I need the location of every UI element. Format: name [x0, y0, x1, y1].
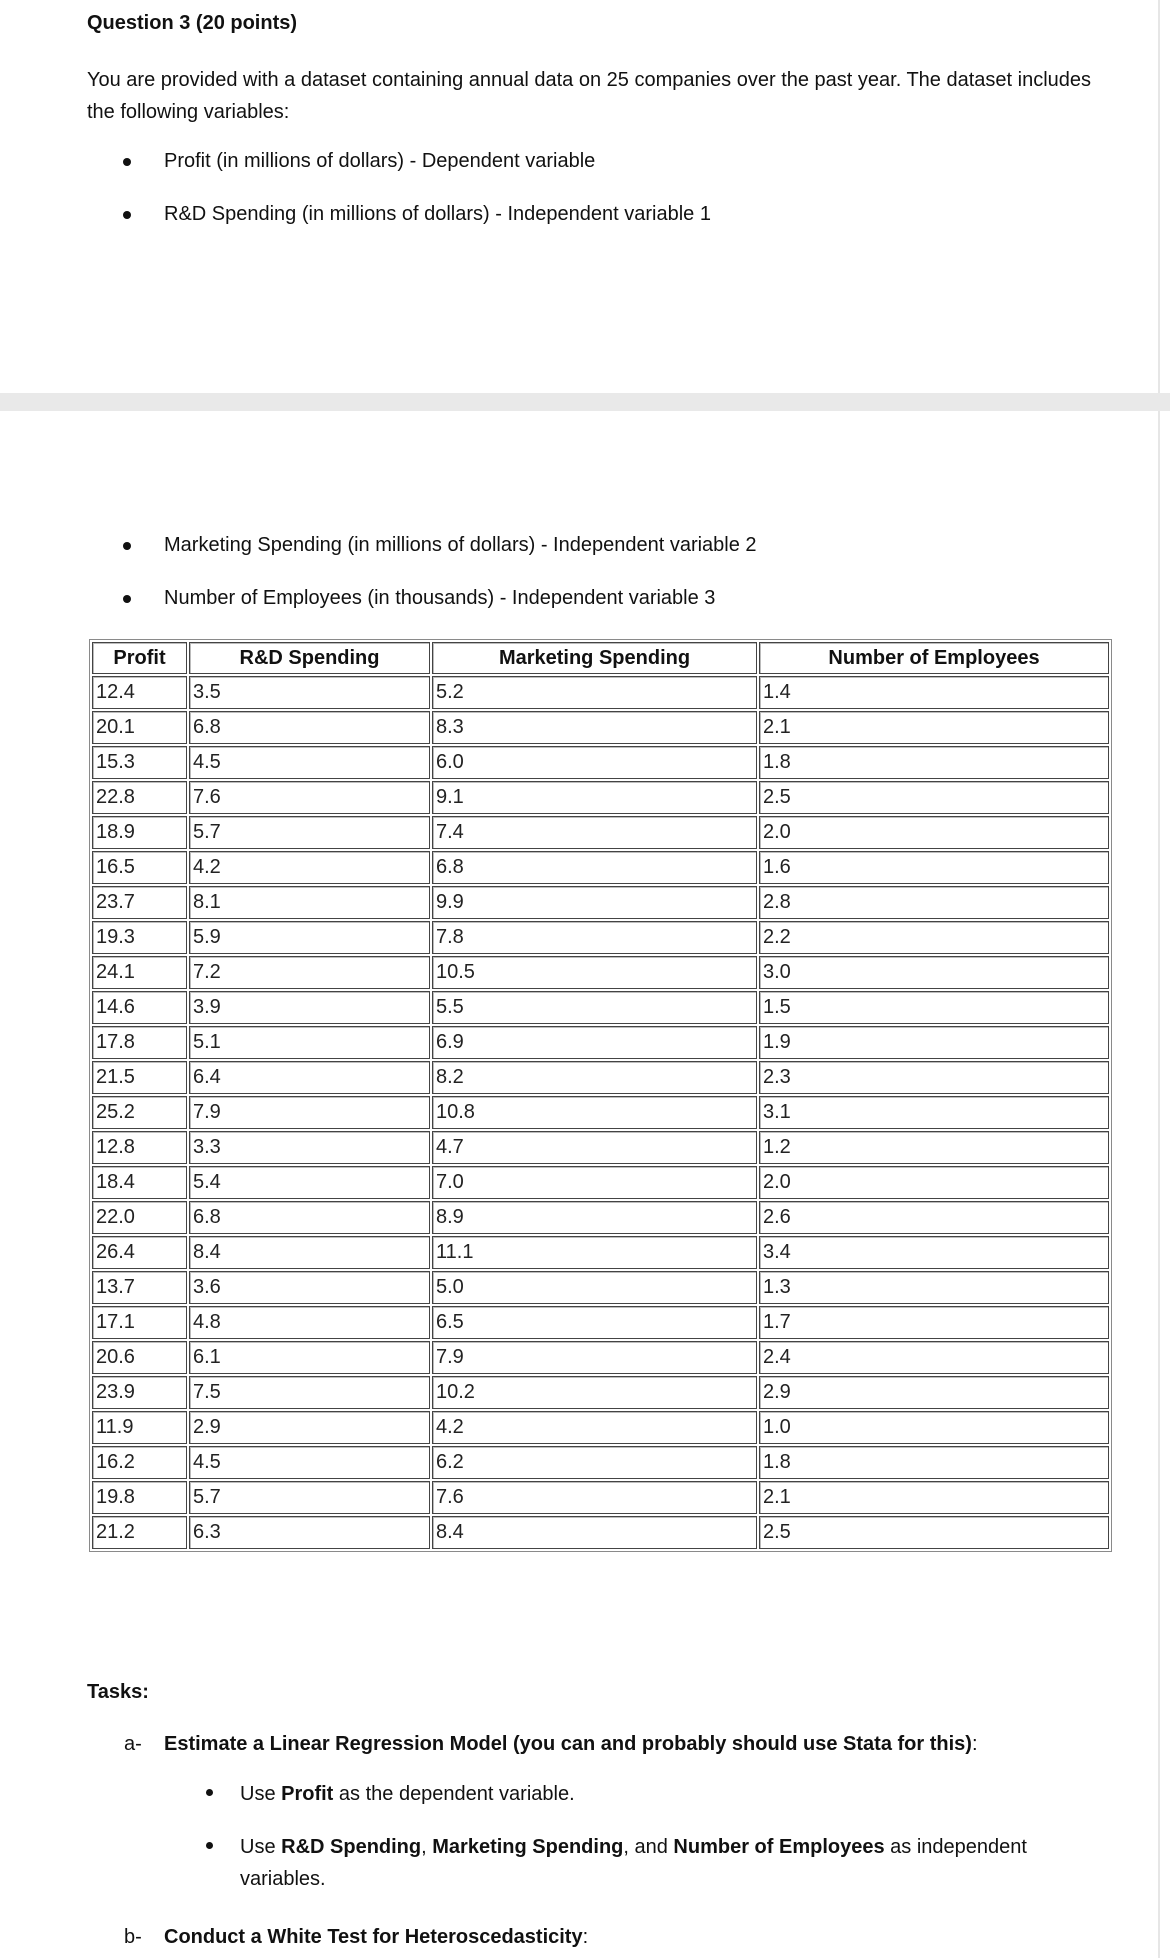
table-row	[92, 1236, 1109, 1269]
bullet-icon	[206, 1842, 213, 1849]
cell-marketing-spending: 8.2	[432, 1061, 757, 1094]
cell-rd-spending: 2.9	[189, 1411, 430, 1444]
sub2-bold-2: Marketing Spending	[432, 1836, 624, 1858]
bullet-icon	[123, 211, 131, 219]
table-row	[92, 676, 1109, 709]
intro-paragraph: You are provided with a dataset containing annual data on 25 companies over the past year. The dataset includes the following variables:	[87, 69, 1092, 123]
sub2-bold-1: R&D Spending	[281, 1836, 422, 1858]
task-b-text: Conduct a White Test for Heteroscedasticity	[164, 1926, 583, 1948]
table-row	[92, 1201, 1109, 1234]
cell-number-of-employees: 1.2	[759, 1131, 1109, 1164]
cell-rd-spending: 7.9	[189, 1096, 430, 1129]
cell-profit: 20.6	[92, 1341, 187, 1374]
cell-number-of-employees: 3.4	[759, 1236, 1109, 1269]
table-row	[92, 991, 1109, 1024]
cell-number-of-employees: 1.8	[759, 746, 1109, 779]
table-row	[92, 851, 1109, 884]
tasks-heading: Tasks:	[87, 1681, 149, 1703]
table-row	[92, 1166, 1109, 1199]
cell-rd-spending: 7.2	[189, 956, 430, 989]
cell-rd-spending: 5.7	[189, 816, 430, 849]
table-row	[92, 746, 1109, 779]
table-row	[92, 781, 1109, 814]
cell-profit: 15.3	[92, 746, 187, 779]
table-row	[92, 1341, 1109, 1374]
cell-number-of-employees: 3.1	[759, 1096, 1109, 1129]
sub1-bold: Profit	[281, 1783, 334, 1805]
table-row	[92, 1446, 1109, 1479]
cell-rd-spending: 3.3	[189, 1131, 430, 1164]
variable-item	[164, 150, 595, 173]
cell-marketing-spending: 11.1	[432, 1236, 757, 1269]
cell-marketing-spending: 9.1	[432, 781, 757, 814]
table-row	[92, 1306, 1109, 1339]
cell-number-of-employees: 1.8	[759, 1446, 1109, 1479]
cell-number-of-employees: 1.6	[759, 851, 1109, 884]
task-b-colon: :	[582, 1926, 589, 1948]
cell-number-of-employees: 1.9	[759, 1026, 1109, 1059]
cell-number-of-employees: 1.5	[759, 991, 1109, 1024]
cell-marketing-spending: 10.5	[432, 956, 757, 989]
cell-rd-spending: 6.3	[189, 1516, 430, 1549]
cell-profit: 16.2	[92, 1446, 187, 1479]
table-row	[92, 1481, 1109, 1514]
page-1	[0, 0, 1160, 393]
cell-rd-spending: 6.8	[189, 711, 430, 744]
table-row	[92, 1411, 1109, 1444]
task-a-subitem-2	[240, 1831, 1080, 1895]
cell-profit: 20.1	[92, 711, 187, 744]
cell-profit: 13.7	[92, 1271, 187, 1304]
cell-number-of-employees: 1.7	[759, 1306, 1109, 1339]
bullet-icon	[123, 542, 131, 550]
cell-rd-spending: 6.8	[189, 1201, 430, 1234]
cell-profit: 25.2	[92, 1096, 187, 1129]
variable-text: Marketing Spending (in millions of dollars) - Independent variable 2	[164, 534, 757, 556]
cell-rd-spending: 7.6	[189, 781, 430, 814]
cell-number-of-employees: 2.9	[759, 1376, 1109, 1409]
cell-number-of-employees: 2.2	[759, 921, 1109, 954]
cell-marketing-spending: 5.0	[432, 1271, 757, 1304]
table-header-row	[92, 642, 1109, 674]
cell-marketing-spending: 7.0	[432, 1166, 757, 1199]
question-title: Question 3 (20 points)	[87, 12, 298, 34]
cell-number-of-employees: 1.0	[759, 1411, 1109, 1444]
header-profit: Profit	[92, 642, 187, 674]
table-body	[92, 676, 1109, 1549]
table-row	[92, 1061, 1109, 1094]
cell-profit: 19.3	[92, 921, 187, 954]
cell-profit: 18.9	[92, 816, 187, 849]
cell-rd-spending: 8.1	[189, 886, 430, 919]
header-number-of-employees: Number of Employees	[759, 642, 1109, 674]
table-row	[92, 1096, 1109, 1129]
sub2-mid-2: , and	[623, 1836, 674, 1858]
cell-number-of-employees: 2.8	[759, 886, 1109, 919]
cell-profit: 18.4	[92, 1166, 187, 1199]
cell-marketing-spending: 4.7	[432, 1131, 757, 1164]
cell-profit: 22.0	[92, 1201, 187, 1234]
table-row	[92, 1516, 1109, 1549]
cell-number-of-employees: 2.5	[759, 781, 1109, 814]
sub2-mid-1: ,	[421, 1836, 433, 1858]
cell-profit: 12.8	[92, 1131, 187, 1164]
cell-rd-spending: 4.2	[189, 851, 430, 884]
cell-marketing-spending: 6.5	[432, 1306, 757, 1339]
cell-rd-spending: 3.6	[189, 1271, 430, 1304]
table-row	[92, 886, 1109, 919]
cell-marketing-spending: 6.8	[432, 851, 757, 884]
variable-text: R&D Spending (in millions of dollars) - Independent variable 1	[164, 203, 711, 225]
table-row	[92, 921, 1109, 954]
cell-rd-spending: 5.4	[189, 1166, 430, 1199]
bullet-icon	[206, 1789, 213, 1796]
cell-marketing-spending: 7.6	[432, 1481, 757, 1514]
cell-rd-spending: 4.5	[189, 746, 430, 779]
cell-profit: 23.7	[92, 886, 187, 919]
cell-profit: 11.9	[92, 1411, 187, 1444]
sub2-pre: Use	[240, 1836, 282, 1858]
cell-number-of-employees: 2.1	[759, 711, 1109, 744]
bullet-icon	[123, 158, 131, 166]
table-row	[92, 1131, 1109, 1164]
sub1-pre: Use	[240, 1783, 282, 1805]
task-b-label: b-	[124, 1926, 142, 1948]
cell-marketing-spending: 6.0	[432, 746, 757, 779]
header-rd-spending: R&D Spending	[189, 642, 430, 674]
cell-rd-spending: 4.5	[189, 1446, 430, 1479]
cell-number-of-employees: 2.3	[759, 1061, 1109, 1094]
cell-profit: 24.1	[92, 956, 187, 989]
cell-rd-spending: 5.9	[189, 921, 430, 954]
cell-rd-spending: 8.4	[189, 1236, 430, 1269]
cell-rd-spending: 6.4	[189, 1061, 430, 1094]
cell-profit: 26.4	[92, 1236, 187, 1269]
cell-marketing-spending: 7.4	[432, 816, 757, 849]
cell-rd-spending: 5.1	[189, 1026, 430, 1059]
bullet-icon	[123, 595, 131, 603]
cell-marketing-spending: 7.8	[432, 921, 757, 954]
dataset-table	[89, 639, 1112, 1552]
variable-item	[164, 534, 757, 557]
cell-marketing-spending: 10.2	[432, 1376, 757, 1409]
page-separator	[0, 393, 1170, 411]
variable-text: Profit (in millions of dollars) - Dependent variable	[164, 150, 596, 172]
cell-profit: 22.8	[92, 781, 187, 814]
header-marketing-spending: Marketing Spending	[432, 642, 757, 674]
cell-profit: 21.2	[92, 1516, 187, 1549]
table-row	[92, 1376, 1109, 1409]
variable-item	[164, 203, 711, 226]
table-row	[92, 711, 1109, 744]
cell-rd-spending: 6.1	[189, 1341, 430, 1374]
variable-text: Number of Employees (in thousands) - Independent variable 3	[164, 587, 716, 609]
cell-marketing-spending: 8.3	[432, 711, 757, 744]
cell-number-of-employees: 2.4	[759, 1341, 1109, 1374]
cell-marketing-spending: 6.2	[432, 1446, 757, 1479]
cell-number-of-employees: 2.1	[759, 1481, 1109, 1514]
cell-number-of-employees: 2.6	[759, 1201, 1109, 1234]
cell-marketing-spending: 6.9	[432, 1026, 757, 1059]
cell-profit: 12.4	[92, 676, 187, 709]
cell-marketing-spending: 9.9	[432, 886, 757, 919]
cell-profit: 17.1	[92, 1306, 187, 1339]
page-2	[0, 411, 1160, 1958]
cell-number-of-employees: 1.4	[759, 676, 1109, 709]
cell-number-of-employees: 2.0	[759, 1166, 1109, 1199]
cell-marketing-spending: 4.2	[432, 1411, 757, 1444]
cell-marketing-spending: 8.9	[432, 1201, 757, 1234]
cell-number-of-employees: 2.0	[759, 816, 1109, 849]
task-a-subitem-1	[240, 1778, 1080, 1810]
cell-number-of-employees: 1.3	[759, 1271, 1109, 1304]
cell-rd-spending: 3.9	[189, 991, 430, 1024]
sub2-bold-3: Number of Employees	[673, 1836, 885, 1858]
cell-profit: 16.5	[92, 851, 187, 884]
task-a-text: Estimate a Linear Regression Model (you can and probably should use Stata for this)	[164, 1733, 972, 1755]
sub2-post: as independent variables.	[240, 1836, 1027, 1890]
cell-profit: 17.8	[92, 1026, 187, 1059]
cell-marketing-spending: 10.8	[432, 1096, 757, 1129]
task-a-colon: :	[971, 1733, 978, 1755]
cell-marketing-spending: 8.4	[432, 1516, 757, 1549]
task-a-text-wrap	[164, 1733, 978, 1756]
task-b-text-wrap	[164, 1926, 588, 1949]
task-a-label: a-	[124, 1733, 142, 1755]
sub1-post: as the dependent variable.	[333, 1783, 575, 1805]
cell-number-of-employees: 3.0	[759, 956, 1109, 989]
table-row	[92, 1026, 1109, 1059]
cell-profit: 14.6	[92, 991, 187, 1024]
cell-profit: 23.9	[92, 1376, 187, 1409]
cell-marketing-spending: 5.2	[432, 676, 757, 709]
table-row	[92, 956, 1109, 989]
cell-number-of-employees: 2.5	[759, 1516, 1109, 1549]
cell-profit: 21.5	[92, 1061, 187, 1094]
cell-marketing-spending: 7.9	[432, 1341, 757, 1374]
table-row	[92, 1271, 1109, 1304]
cell-rd-spending: 3.5	[189, 676, 430, 709]
cell-marketing-spending: 5.5	[432, 991, 757, 1024]
cell-rd-spending: 5.7	[189, 1481, 430, 1514]
cell-profit: 19.8	[92, 1481, 187, 1514]
cell-rd-spending: 7.5	[189, 1376, 430, 1409]
cell-rd-spending: 4.8	[189, 1306, 430, 1339]
variable-item	[164, 587, 715, 610]
table-row	[92, 816, 1109, 849]
